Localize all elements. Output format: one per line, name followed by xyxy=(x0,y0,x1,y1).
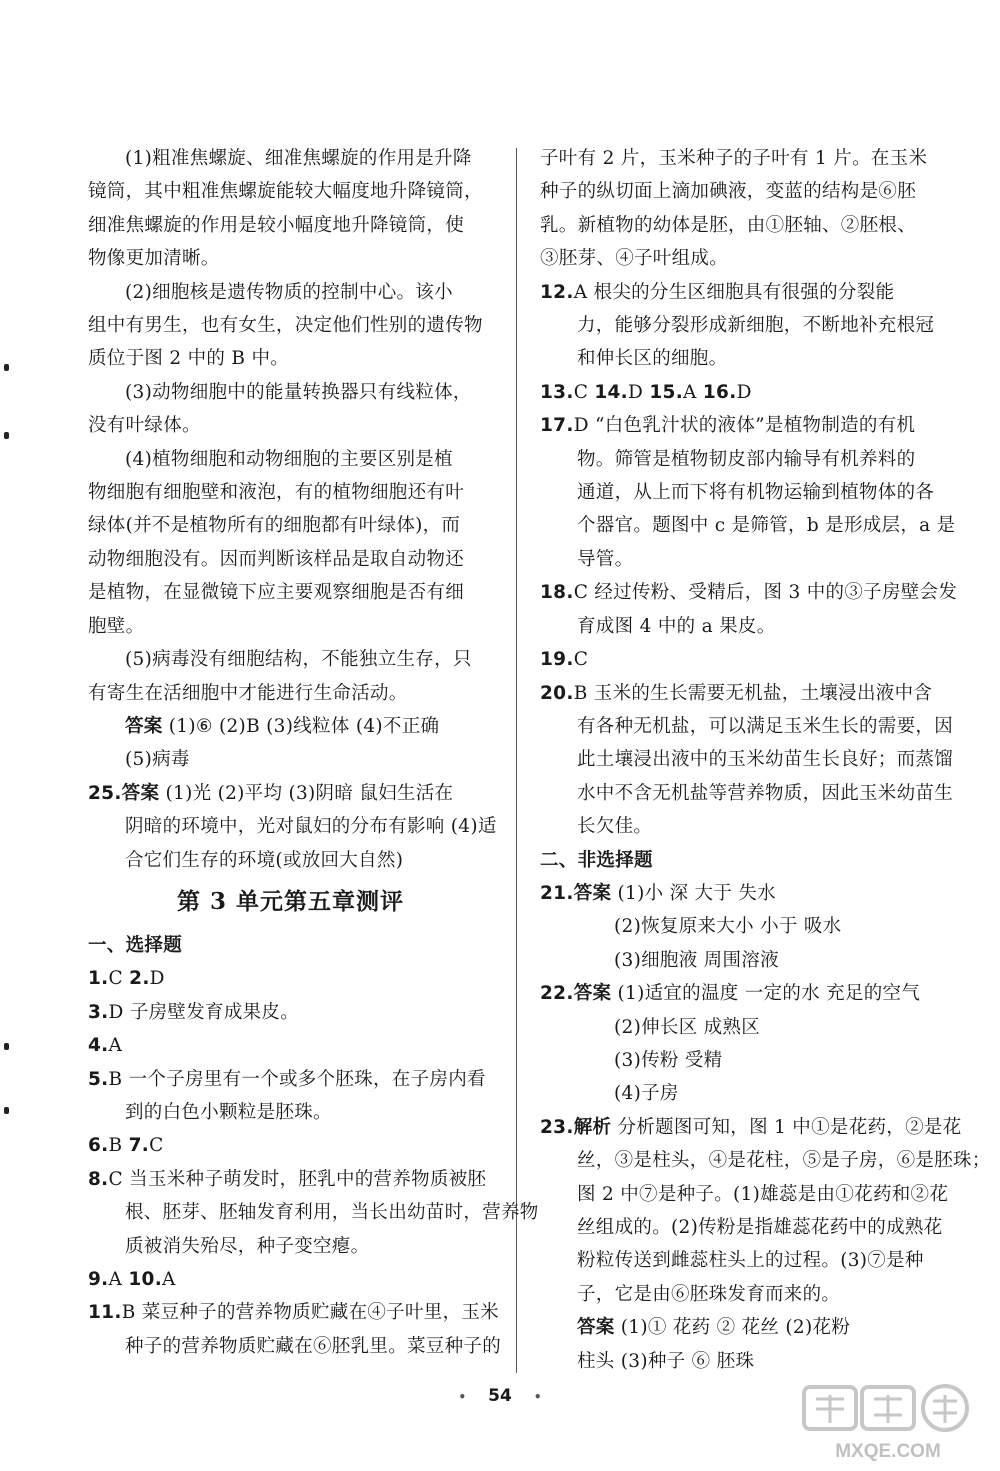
text-line xyxy=(88,309,493,342)
text-line xyxy=(540,910,932,943)
question-item xyxy=(88,1129,493,1162)
text-span: (1)⑥ (2)B (3)线粒体 (4)不正确 xyxy=(162,715,440,737)
text-line xyxy=(540,777,954,810)
answer-label: 答案 xyxy=(573,882,612,904)
text-span: 根、胚芽、胚轴发育利用，当长出幼苗时，营养物 xyxy=(125,1202,539,1224)
question-item xyxy=(88,962,493,995)
text-span: 动物细胞没有。因而判断该样品是取自动物还 xyxy=(88,548,465,570)
text-span: (3)传粉 受精 xyxy=(614,1049,723,1071)
question-number: 4. xyxy=(88,1035,109,1057)
text-line xyxy=(540,810,932,843)
question-item xyxy=(540,677,932,710)
text-span: 水中不含无机盐等营养物质，因此玉米幼苗生 xyxy=(577,782,954,804)
text-span: 质被消失殆尽，种子变空瘪。 xyxy=(125,1235,370,1257)
text-line xyxy=(540,1311,932,1344)
text-span: 胞壁。 xyxy=(88,615,145,637)
question-item xyxy=(88,1263,493,1296)
text-span: D xyxy=(149,968,165,990)
margin-mark xyxy=(4,432,9,439)
text-line xyxy=(540,944,932,977)
answer-label: 答案 xyxy=(577,1317,615,1339)
question-number: 9. xyxy=(88,1269,109,1290)
text-line xyxy=(540,342,932,375)
text-span: A xyxy=(108,1269,129,1290)
text-span: 长欠佳。 xyxy=(577,816,653,838)
text-span: 柱头 (3)种子 ⑥ 胚珠 xyxy=(577,1350,755,1372)
text-line xyxy=(540,1345,932,1378)
text-span: ③胚芽、④子叶组成。 xyxy=(540,248,729,270)
page-number: • 54 • xyxy=(458,1386,542,1406)
question-number: 22. xyxy=(540,983,574,1005)
text-line xyxy=(540,1178,949,1211)
text-span: (4)植物细胞和动物细胞的主要区别是植 xyxy=(125,448,453,470)
text-span: 有寄生在活细胞中才能进行生命活动。 xyxy=(88,682,408,704)
text-span: 有各种无机盐，可以满足玉米生长的需要，因 xyxy=(577,715,954,737)
text-span: C 当玉米种子萌发时，胚乳中的营养物质被胚 xyxy=(108,1168,487,1190)
text-line xyxy=(88,710,493,743)
question-number: 12. xyxy=(540,281,574,303)
text-span: 物像更加清晰。 xyxy=(88,248,220,270)
text-span: 细准焦螺旋的作用是较小幅度地升降镜筒，使 xyxy=(88,214,465,236)
text-line xyxy=(88,276,493,309)
text-span: (1)光 (2)平均 (3)阴暗 鼠妇生活在 xyxy=(159,782,454,804)
margin-mark xyxy=(4,364,9,371)
text-span: 此土壤浸出液中的玉米幼苗生长良好；而蒸馏 xyxy=(577,749,954,771)
text-span: 没有叶绿体。 xyxy=(88,415,201,437)
text-line xyxy=(88,810,497,843)
text-span: C xyxy=(149,1135,164,1157)
text-line xyxy=(540,1144,991,1177)
column-divider xyxy=(516,148,517,1373)
text-line xyxy=(540,1011,932,1044)
text-line xyxy=(540,175,932,208)
text-line xyxy=(540,509,956,542)
text-span: (3)动物细胞中的能量转换器只有线粒体， xyxy=(125,381,472,403)
text-span: (1)① 花药 ② 花丝 (2)花粉 xyxy=(614,1317,851,1339)
question-number: 3. xyxy=(88,1001,109,1023)
question-number: 14. xyxy=(594,381,629,403)
text-span: B 一个子房里有一个或多个胚珠，在子房内看 xyxy=(108,1068,486,1090)
text-line xyxy=(88,643,493,676)
text-span: B 玉米的生长需要无机盐，土壤浸出液中含 xyxy=(573,682,933,704)
text-span: C xyxy=(573,381,595,403)
text-line xyxy=(540,1244,932,1277)
answer-label: 答案 xyxy=(125,715,163,737)
question-number: 5. xyxy=(88,1068,109,1090)
text-line xyxy=(88,1196,539,1229)
text-line xyxy=(88,1230,493,1263)
question-number: 25. xyxy=(88,782,122,804)
question-item xyxy=(540,877,932,910)
text-span: 分析题图可知，图 1 中①是花药，②是花 xyxy=(611,1116,962,1138)
text-span: 质位于图 2 中的 B 中。 xyxy=(88,348,290,370)
watermark-logo-icon xyxy=(800,1383,975,1463)
section-title: 第 3 单元第五章测评 xyxy=(176,887,405,915)
text-span: 是植物，在显微镜下应主要观察细胞是否有细 xyxy=(88,582,465,604)
margin-mark xyxy=(4,1043,9,1050)
text-line xyxy=(540,1211,943,1244)
question-number: 17. xyxy=(540,415,574,437)
question-item xyxy=(540,276,932,309)
text-span: (1)适宜的温度 一定的水 充足的空气 xyxy=(611,983,921,1005)
question-number: 6. xyxy=(88,1135,109,1157)
question-item xyxy=(540,376,932,409)
left-column xyxy=(88,142,539,1363)
text-span: 绿体(并不是植物所有的细胞都有叶绿体)，而 xyxy=(88,515,461,537)
margin-mark xyxy=(4,1107,9,1114)
text-span: (2)细胞核是遗传物质的控制中心。该小 xyxy=(125,281,453,303)
text-line xyxy=(540,710,954,743)
question-item xyxy=(540,576,958,609)
text-span: 丝，③是柱头，④是花柱，⑤是子房，⑥是胚珠； xyxy=(577,1150,991,1172)
question-item xyxy=(88,1029,493,1062)
text-line xyxy=(540,443,932,476)
text-span: A xyxy=(108,1035,123,1057)
question-item xyxy=(88,1063,493,1096)
text-span: D 子房壁发育成果皮。 xyxy=(108,1001,300,1023)
text-span: (5)病毒 xyxy=(125,749,190,771)
text-span: 阴暗的环境中，光对鼠妇的分布有影响 (4)适 xyxy=(125,816,497,838)
question-item xyxy=(88,996,493,1029)
answer-label: 答案 xyxy=(573,983,612,1005)
question-number: 8. xyxy=(88,1168,109,1190)
question-item xyxy=(88,1163,493,1196)
text-span: D xyxy=(628,381,650,403)
text-line xyxy=(540,1278,932,1311)
question-number: 10. xyxy=(128,1269,163,1290)
text-line xyxy=(88,1330,502,1363)
text-line xyxy=(88,175,493,208)
text-line xyxy=(540,309,935,342)
text-line xyxy=(88,376,493,409)
text-line xyxy=(88,242,493,275)
text-line xyxy=(88,677,493,710)
text-span: 种子的营养物质贮藏在⑥胚乳里。菜豆种子的 xyxy=(125,1335,502,1357)
text-span: (3)细胞液 周围溶液 xyxy=(614,949,779,971)
text-line xyxy=(88,509,493,542)
text-line xyxy=(88,1096,493,1129)
text-span: 子，它是由⑥胚珠发育而来的。 xyxy=(577,1283,841,1305)
text-line xyxy=(88,443,493,476)
text-line xyxy=(540,209,932,242)
text-span: C xyxy=(108,968,130,990)
text-span: A 根尖的分生区细胞具有很强的分裂能 xyxy=(573,281,895,303)
text-span: 镜筒，其中粗准焦螺旋能较大幅度地升降镜筒， xyxy=(88,181,483,203)
text-line xyxy=(88,476,493,509)
text-span: 物。筛管是植物韧皮部内输导有机养料的 xyxy=(577,448,916,470)
question-number: 13. xyxy=(540,381,574,403)
text-span: 导管。 xyxy=(577,548,634,570)
question-item xyxy=(540,409,932,442)
text-line xyxy=(540,1077,932,1110)
text-span: 育成图 4 中的 a 果皮。 xyxy=(577,615,776,637)
text-line xyxy=(88,543,493,576)
text-span: B xyxy=(108,1135,129,1157)
question-number: 19. xyxy=(540,649,574,671)
question-number: 20. xyxy=(540,682,574,704)
text-span: (1)小 深 大于 失水 xyxy=(611,882,776,904)
text-span: C 经过传粉、受精后，图 3 中的③子房壁会发 xyxy=(573,582,958,604)
text-span: 和伸长区的细胞。 xyxy=(577,348,728,370)
text-line xyxy=(88,743,493,776)
text-line xyxy=(540,743,954,776)
text-span: 粉粒传送到雌蕊柱头上的过程。(3)⑦是种 xyxy=(577,1250,924,1272)
question-number: 23. xyxy=(540,1116,574,1138)
text-span: 合它们生存的环境(或放回大自然) xyxy=(125,849,404,871)
text-line xyxy=(540,610,932,643)
text-span: (2)伸长区 成熟区 xyxy=(614,1016,761,1038)
text-line xyxy=(540,1044,932,1077)
text-line xyxy=(540,242,932,275)
text-span: D xyxy=(736,381,752,403)
text-line xyxy=(540,142,932,175)
text-line xyxy=(88,209,493,242)
text-line xyxy=(88,342,493,375)
text-span: A xyxy=(162,1269,176,1290)
question-number: 21. xyxy=(540,882,574,904)
text-span: 到的白色小颗粒是胚珠。 xyxy=(125,1101,332,1123)
text-span: 图 2 中⑦是种子。(1)雄蕊是由①花药和②花 xyxy=(577,1183,949,1205)
text-span: D “白色乳汁状的液体”是植物制造的有机 xyxy=(573,415,916,437)
question-number: 11. xyxy=(88,1302,122,1324)
answer-label: 解析 xyxy=(573,1116,612,1138)
text-span: A xyxy=(683,381,703,403)
text-span: (5)病毒没有细胞结构，不能独立生存，只 xyxy=(125,649,472,671)
question-item xyxy=(88,777,493,810)
text-line xyxy=(540,476,935,509)
text-span: 通道，从上而下将有机物运输到植物体的各 xyxy=(577,482,935,504)
text-line xyxy=(88,610,493,643)
text-span: 物细胞有细胞壁和液泡，有的植物细胞还有叶 xyxy=(88,482,465,504)
question-number: 7. xyxy=(128,1135,150,1157)
text-span: 个器官。题图中 c 是筛管，b 是形成层，a 是 xyxy=(577,515,956,537)
text-span: 种子的纵切面上滴加碘液，变蓝的结构是⑥胚 xyxy=(540,181,917,203)
text-span: (2)恢复原来大小 小于 吸水 xyxy=(614,916,842,938)
question-item xyxy=(88,1296,499,1329)
text-span: 组中有男生，也有女生，决定他们性别的遗传物 xyxy=(88,315,483,337)
text-span: 子叶有 2 片，玉米种子的子叶有 1 片。在玉米 xyxy=(540,148,928,169)
text-line xyxy=(88,844,493,877)
text-span: C xyxy=(573,649,589,671)
question-number: 2. xyxy=(129,968,150,990)
text-span: 丝组成的。(2)传粉是指雄蕊花药中的成熟花 xyxy=(577,1217,943,1238)
svg-text:MXQE.COM: MXQE.COM xyxy=(835,1441,941,1462)
text-span: 乳。新植物的幼体是胚，由①胚轴、②胚根、 xyxy=(540,214,917,236)
text-line xyxy=(88,142,493,175)
text-line xyxy=(88,576,493,609)
text-span: 力，能够分裂形成新细胞，不断地补充根冠 xyxy=(577,315,935,337)
question-item xyxy=(540,643,932,676)
section-heading: 二、非选择题 xyxy=(540,849,653,871)
right-column xyxy=(540,142,991,1378)
section-heading: 一、选择题 xyxy=(88,934,183,956)
question-number: 15. xyxy=(649,381,684,403)
text-line xyxy=(540,543,932,576)
text-span: (1)粗准焦螺旋、细准焦螺旋的作用是升降 xyxy=(125,148,472,169)
question-number: 18. xyxy=(540,582,574,604)
question-number: 16. xyxy=(702,381,737,403)
question-number: 1. xyxy=(88,968,109,990)
question-item xyxy=(540,977,932,1010)
question-item xyxy=(540,1111,962,1144)
text-span: (4)子房 xyxy=(614,1083,679,1105)
text-span: B 菜豆种子的营养物质贮藏在④子叶里，玉米 xyxy=(121,1302,499,1324)
answer-label: 答案 xyxy=(121,782,160,804)
text-line xyxy=(88,409,493,442)
